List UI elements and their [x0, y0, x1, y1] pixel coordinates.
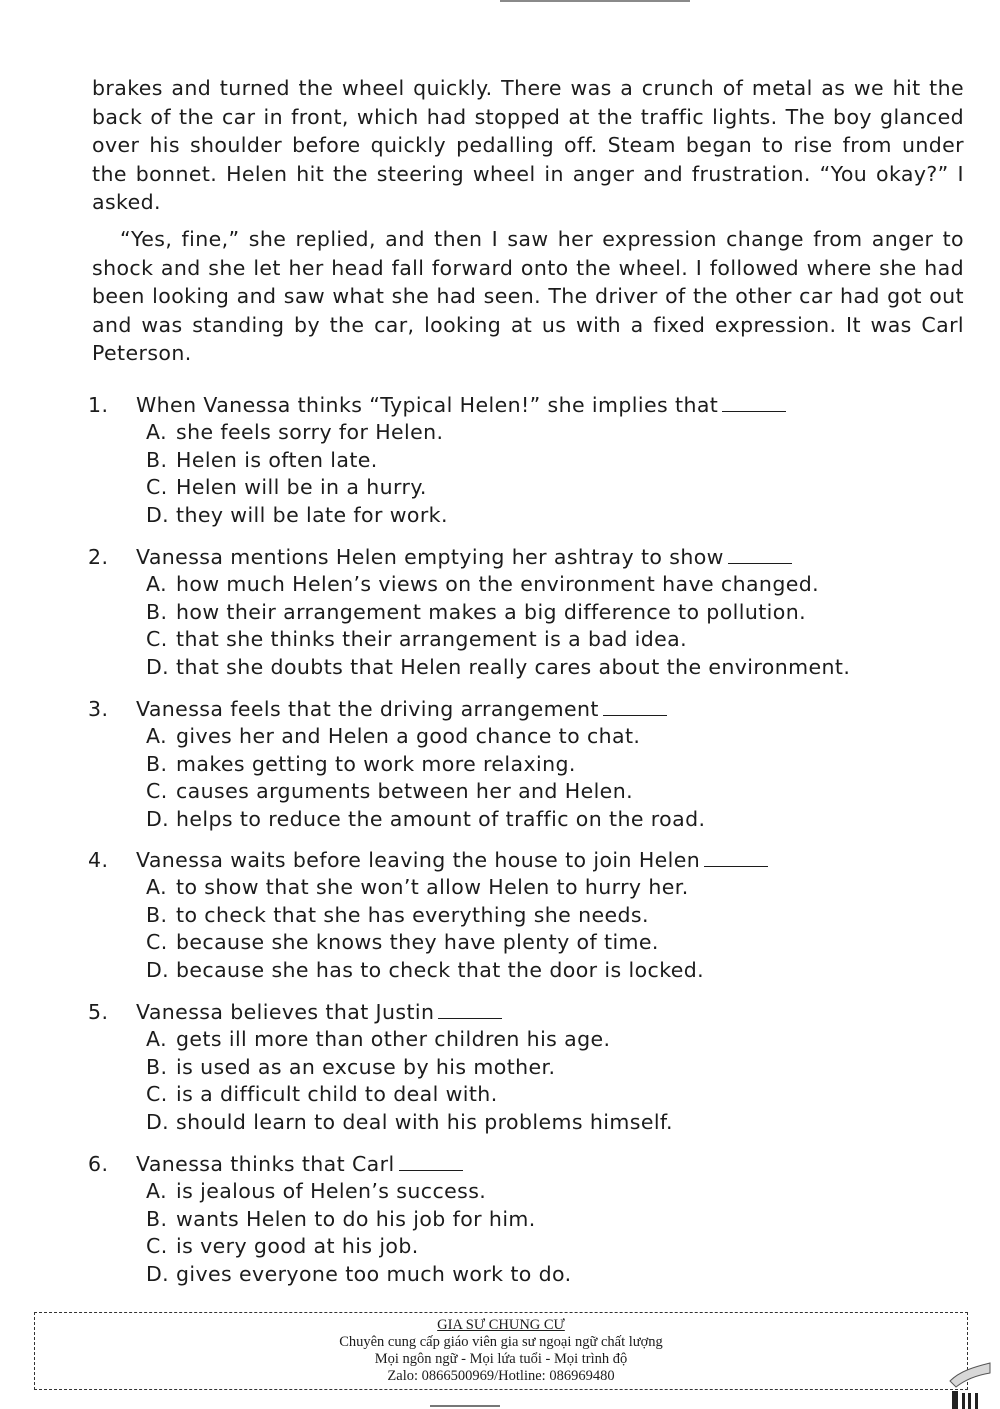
option-c[interactable]: C. Helen will be in a hurry. [146, 475, 427, 500]
answer-blank[interactable] [603, 699, 667, 716]
top-scan-line [500, 0, 690, 2]
answer-blank[interactable] [438, 1002, 502, 1019]
question-stem [88, 846, 968, 874]
option-d[interactable]: D. that she doubts that Helen really cares about the environment. [146, 654, 851, 679]
question-stem [88, 1150, 968, 1178]
question-2 [88, 543, 968, 681]
question-text: Vanessa mentions Helen emptying her ashtray to show [136, 545, 724, 569]
bottom-scan-line [430, 1405, 500, 1407]
answer-blank[interactable] [722, 395, 786, 412]
question-number: 2. [88, 545, 109, 569]
question-text: Vanessa waits before leaving the house to join Helen [136, 848, 701, 872]
option-a[interactable]: A. she feels sorry for Helen. [146, 420, 444, 444]
footer-title: GIA SƯ CHUNG CƯ [437, 1317, 565, 1333]
option-a[interactable]: A. how much Helen’s views on the environment have changed. [146, 572, 820, 596]
option-c[interactable]: C. is a difficult child to deal with. [146, 1082, 498, 1107]
footer-line: Chuyên cung cấp giáo viên gia sư ngoại ngữ chất lượng [339, 1334, 663, 1350]
question-stem [88, 391, 968, 419]
tutoring-footer-box [34, 1312, 968, 1390]
footer-contact: Zalo: 0866500969/Hotline: 086969480 [387, 1368, 615, 1384]
question-5 [88, 998, 968, 1136]
option-b[interactable]: B. how their arrangement makes a big difference to pollution. [146, 599, 807, 624]
question-6 [88, 1150, 968, 1288]
question-number: 6. [88, 1152, 109, 1176]
question-number: 5. [88, 1000, 109, 1024]
answer-blank[interactable] [728, 547, 792, 564]
question-number: 1. [88, 393, 109, 417]
option-a[interactable]: A. gives her and Helen a good chance to chat. [146, 724, 641, 748]
option-c[interactable]: C. is very good at his job. [146, 1234, 419, 1259]
option-d[interactable]: D. because she has to check that the door is locked. [146, 957, 705, 982]
option-b[interactable]: B. Helen is often late. [146, 447, 378, 472]
option-c[interactable]: C. causes arguments between her and Helen. [146, 779, 634, 804]
option-b[interactable]: B. to check that she has everything she needs. [146, 902, 649, 927]
option-c[interactable]: C. because she knows they have plenty of time. [146, 930, 659, 955]
option-b[interactable]: B. wants Helen to do his job for him. [146, 1206, 536, 1231]
option-d[interactable]: D. should learn to deal with his problems himself. [146, 1109, 673, 1134]
question-text: Vanessa feels that the driving arrangement [136, 697, 599, 721]
answer-blank[interactable] [399, 1154, 463, 1171]
footer-line: Mọi ngôn ngữ - Mọi lứa tuổi - Mọi trình độ [374, 1351, 628, 1367]
question-stem [88, 998, 968, 1026]
passage-paragraph: brakes and turned the wheel quickly. There was a crunch of metal as we hit the back of the car in front, which had stopped at the traffic lights. The boy glanced over his shoulder before quickly pedalling off. Steam began to rise from under the bonnet. Helen hit the steering wheel in anger and frustration. “You okay?” I asked. [92, 76, 964, 215]
question-text: When Vanessa thinks “Typical Helen!” she implies that [136, 393, 719, 417]
option-d[interactable]: D. helps to reduce the amount of traffic on the road. [146, 806, 706, 831]
question-stem [88, 695, 968, 723]
question-text: Vanessa believes that Justin [136, 1000, 435, 1024]
option-d[interactable]: D. gives everyone too much work to do. [146, 1261, 572, 1286]
option-b[interactable]: B. makes getting to work more relaxing. [146, 751, 576, 776]
question-3 [88, 695, 968, 833]
question-number: 4. [88, 848, 109, 872]
reading-passage [92, 74, 964, 376]
option-d[interactable]: D. they will be late for work. [146, 502, 448, 527]
option-a[interactable]: A. gets ill more than other children his age. [146, 1027, 611, 1051]
option-b[interactable]: B. is used as an excuse by his mother. [146, 1054, 556, 1079]
question-1 [88, 391, 968, 529]
question-text: Vanessa thinks that Carl [136, 1152, 395, 1176]
option-a[interactable]: A. is jealous of Helen’s success. [146, 1179, 487, 1203]
passage-paragraph: “Yes, fine,” she replied, and then I saw her expression change from anger to shock and she let her head fall forward onto the wheel. I followed where she had been looking and saw what she had seen. The driver of the other car had got out and was standing by the car, looking at us with a fixed expression. It was Carl Peterson. [92, 226, 964, 366]
option-c[interactable]: C. that she thinks their arrangement is a bad idea. [146, 627, 688, 652]
question-number: 3. [88, 697, 109, 721]
option-a[interactable]: A. to show that she won’t allow Helen to hurry her. [146, 875, 689, 899]
question-stem [88, 543, 968, 571]
question-4 [88, 846, 968, 984]
page-curl-icon [948, 1351, 992, 1409]
answer-blank[interactable] [704, 850, 768, 867]
